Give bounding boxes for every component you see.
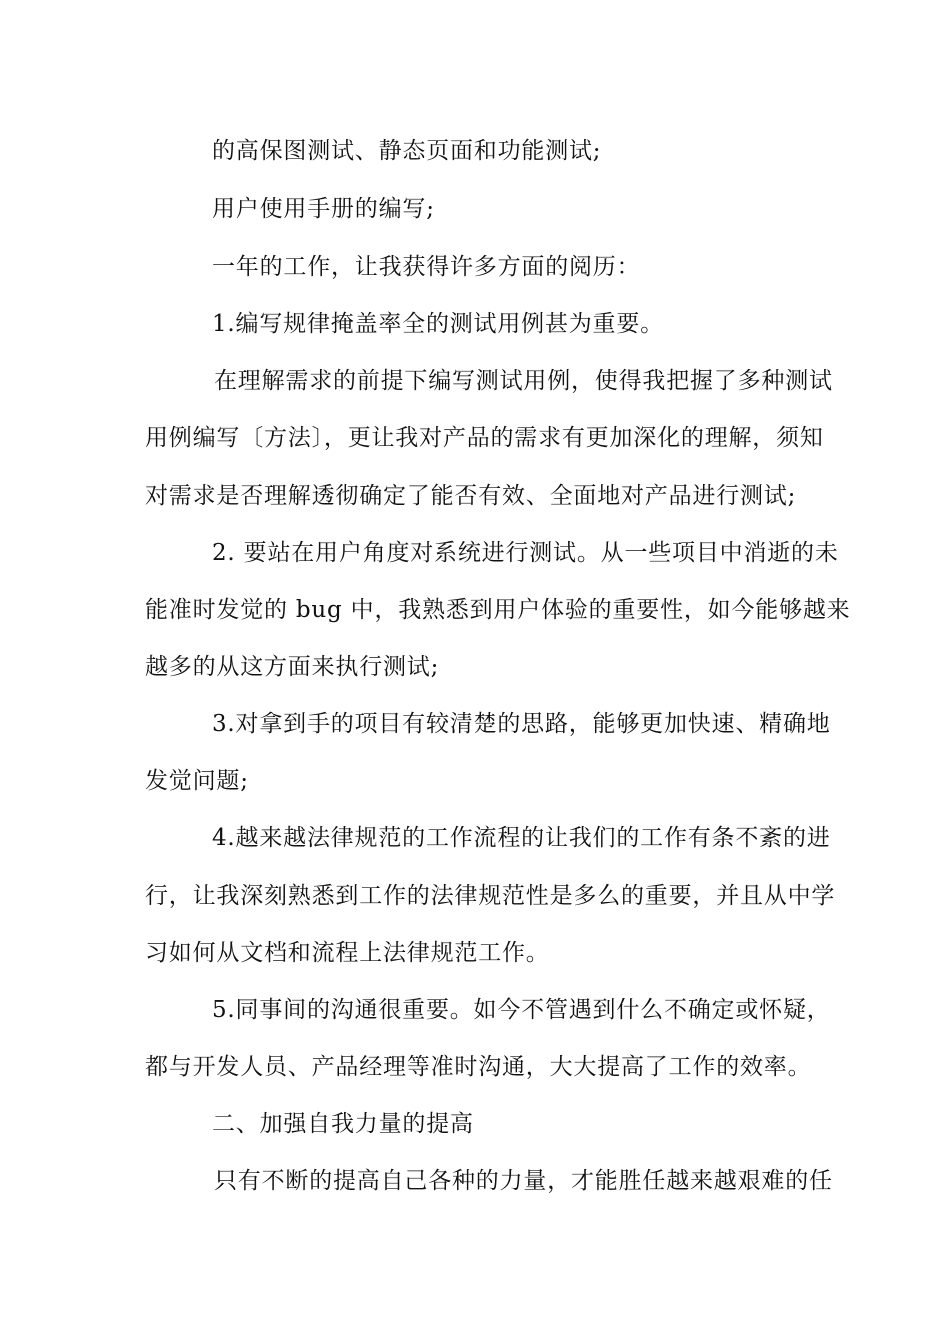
text-line: 习如何从文档和流程上法律规范工作。 xyxy=(145,940,550,966)
text-line: 3.对拿到手的项目有较清楚的思路，能够更加快速、精确地 xyxy=(212,711,831,737)
text-line: 都与开发人员、产品经理等准时沟通，大大提高了工作的效率。 xyxy=(145,1054,812,1080)
text-line: 行，让我深刻熟悉到工作的法律规范性是多么的重要，并且从中学 xyxy=(145,883,836,909)
text-line: 发觉问题; xyxy=(145,768,249,794)
section-heading: 二、加强自我力量的提高 xyxy=(212,1111,474,1137)
text-line: 5.同事间的沟通很重要。如今不管遇到什么不确定或怀疑， xyxy=(212,997,831,1023)
text-line: 的高保图测试、静态页面和功能测试; xyxy=(212,138,602,164)
text-line: 用例编写〔方法〕，更让我对产品的需求有更加深化的理解，须知 xyxy=(145,425,824,451)
text-line: 越多的从这方面来执行测试; xyxy=(145,654,440,680)
text-line: 只有不断的提高自己各种的力量，才能胜任越来越艰难的任 xyxy=(214,1168,833,1194)
text-line: 4.越来越法律规范的工作流程的让我们的工作有条不紊的进 xyxy=(212,825,831,851)
text-line: 用户使用手册的编写; xyxy=(212,196,435,222)
text-line: 能准时发觉的 bug 中，我熟悉到用户体验的重要性，如今能够越来 xyxy=(145,597,851,623)
text-line: 对需求是否理解透彻确定了能否有效、全面地对产品进行测试; xyxy=(145,483,797,509)
text-line: 2. 要站在用户角度对系统进行测试。从一些项目中消逝的未 xyxy=(212,540,839,566)
text-line: 在理解需求的前提下编写测试用例，使得我把握了多种测试 xyxy=(214,368,833,394)
text-line: 1.编写规律掩盖率全的测试用例甚为重要。 xyxy=(212,311,664,337)
text-line: 一年的工作，让我获得许多方面的阅历： xyxy=(212,254,641,280)
